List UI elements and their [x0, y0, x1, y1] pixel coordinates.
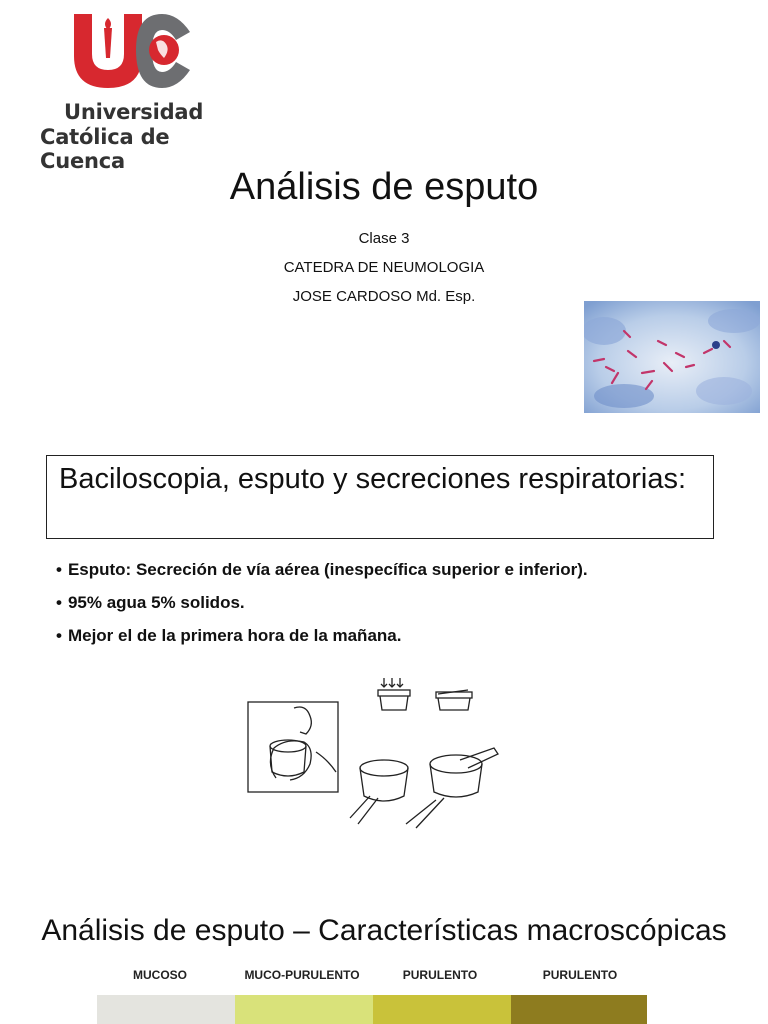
- uc-emblem-icon: [66, 10, 196, 98]
- logo-line-1: Universidad: [64, 100, 204, 124]
- swatch-muco-purulento: [235, 995, 373, 1024]
- university-logo: [36, 10, 256, 173]
- swatch-label-muco-purulento: MUCO-PURULENTO: [244, 968, 360, 982]
- swatch-purulento-2: [511, 995, 647, 1024]
- swatch-label-purulento-2: PURULENTO: [542, 968, 618, 982]
- microscopy-image: [584, 301, 760, 413]
- bullet-list: [56, 553, 746, 652]
- subtitle-department: CATEDRA DE NEUMOLOGIA: [283, 259, 485, 276]
- bullet-item: • 95% agua 5% solidos.: [56, 586, 746, 619]
- logo-line-2: Católica de Cuenca: [40, 125, 170, 173]
- bullet-item: • Mejor el de la primera hora de la mañana.: [56, 619, 746, 652]
- section-title: Análisis de esputo – Características macroscópicas: [41, 914, 727, 947]
- swatch-label-purulento: PURULENTO: [402, 968, 478, 982]
- bullet-item: • Esputo: Secreción de vía aérea (inespecífica superior e inferior).: [56, 553, 746, 586]
- swatch-label-mucoso: MUCOSO: [133, 968, 187, 982]
- boxed-heading: Baciloscopia, esputo y secreciones respiratorias:: [46, 455, 714, 539]
- subtitle-class: Clase 3: [358, 230, 410, 247]
- page-title: Análisis de esputo: [229, 166, 539, 208]
- swatch-purulento: [373, 995, 511, 1024]
- subtitle-author: JOSE CARDOSO Md. Esp.: [292, 288, 476, 305]
- swatch-mucoso: [97, 995, 235, 1024]
- sputum-collection-illustration: [246, 668, 506, 833]
